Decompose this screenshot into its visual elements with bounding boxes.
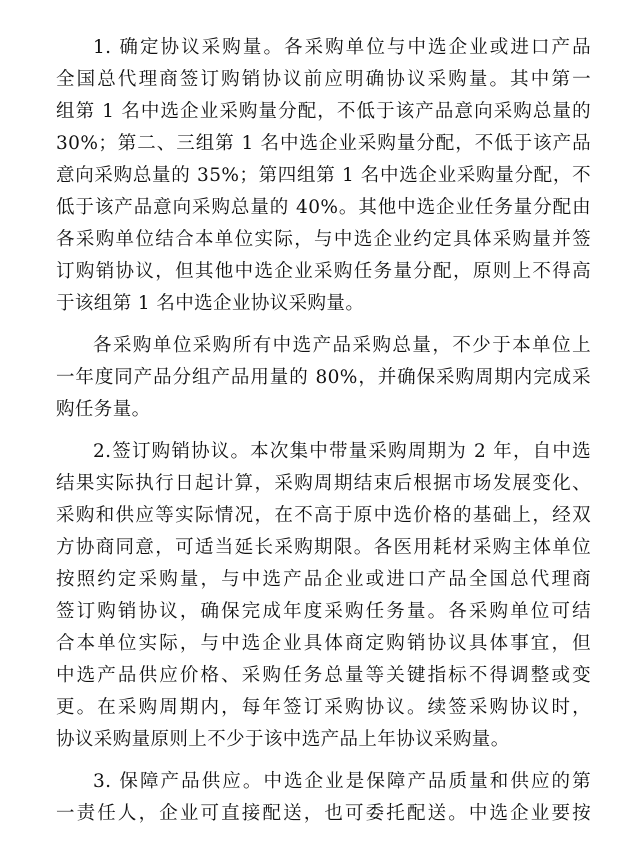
paragraph-1-line-2: 全国总代理商签订购销协议前应明确协议采购量。其中第一 xyxy=(56,69,591,90)
paragraph-1-line-9: 于该组第 1 名中选企业协议采购量。 xyxy=(56,293,365,314)
paragraph-1-line-8: 订购销协议，但其他中选企业采购任务量分配，原则上不得高 xyxy=(56,261,591,282)
paragraph-3-line-3: 采购和供应等实际情况，在不高于原中选价格的基础上，经双 xyxy=(56,505,591,526)
paragraph-2-line-1: 各采购单位采购所有中选产品采购总量，不少于本单位上 xyxy=(93,335,591,356)
paragraph-3-line-2: 结果实际执行日起计算，采购周期结束后根据市场发展变化、 xyxy=(56,473,591,494)
paragraph-1-line-3: 组第 1 名中选企业采购量分配，不低于该产品意向采购总量的 xyxy=(56,101,591,122)
paragraph-3-line-4: 方协商同意，可适当延长采购期限。各医用耗材采购主体单位 xyxy=(56,537,591,558)
paragraph-1-line-1: 1. 确定协议采购量。各采购单位与中选企业或进口产品 xyxy=(93,37,591,58)
paragraph-3-line-6: 签订购销协议，确保完成年度采购任务量。各采购单位可结 xyxy=(56,601,591,622)
paragraph-1-line-6: 低于该产品意向采购总量的 40%。其他中选企业任务量分配由 xyxy=(56,197,591,218)
paragraph-1-line-7: 各采购单位结合本单位实际，与中选企业约定具体采购量并签 xyxy=(56,229,591,250)
paragraph-2-line-2: 一年度同产品分组产品用量的 80%，并确保采购周期内完成采 xyxy=(56,367,591,388)
paragraph-1-line-5: 意向采购总量的 35%；第四组第 1 名中选企业采购量分配，不 xyxy=(56,165,591,186)
paragraph-3-line-9: 更。在采购周期内，每年签订采购协议。续签采购协议时， xyxy=(56,697,591,718)
paragraph-3-line-1: 2.签订购销协议。本次集中带量采购周期为 2 年，自中选 xyxy=(93,441,591,462)
paragraph-3-line-7: 合本单位实际，与中选企业具体商定购销协议具体事宜，但 xyxy=(56,633,591,654)
paragraph-3-line-10: 协议采购量原则上不少于该中选产品上年协议采购量。 xyxy=(56,729,510,750)
paragraph-4-line-1: 3. 保障产品供应。中选企业是保障产品质量和供应的第 xyxy=(93,771,591,792)
paragraph-2-line-3: 购任务量。 xyxy=(56,399,151,420)
paragraph-1-line-4: 30%；第二、三组第 1 名中选企业采购量分配，不低于该产品 xyxy=(56,133,591,154)
paragraph-3-line-5: 按照约定采购量，与中选产品企业或进口产品全国总代理商 xyxy=(56,569,591,590)
paragraph-4-line-2: 一责任人，企业可直接配送，也可委托配送。中选企业要按 xyxy=(56,803,591,824)
paragraph-3-line-8: 中选产品供应价格、采购任务总量等关键指标不得调整或变 xyxy=(56,665,591,686)
